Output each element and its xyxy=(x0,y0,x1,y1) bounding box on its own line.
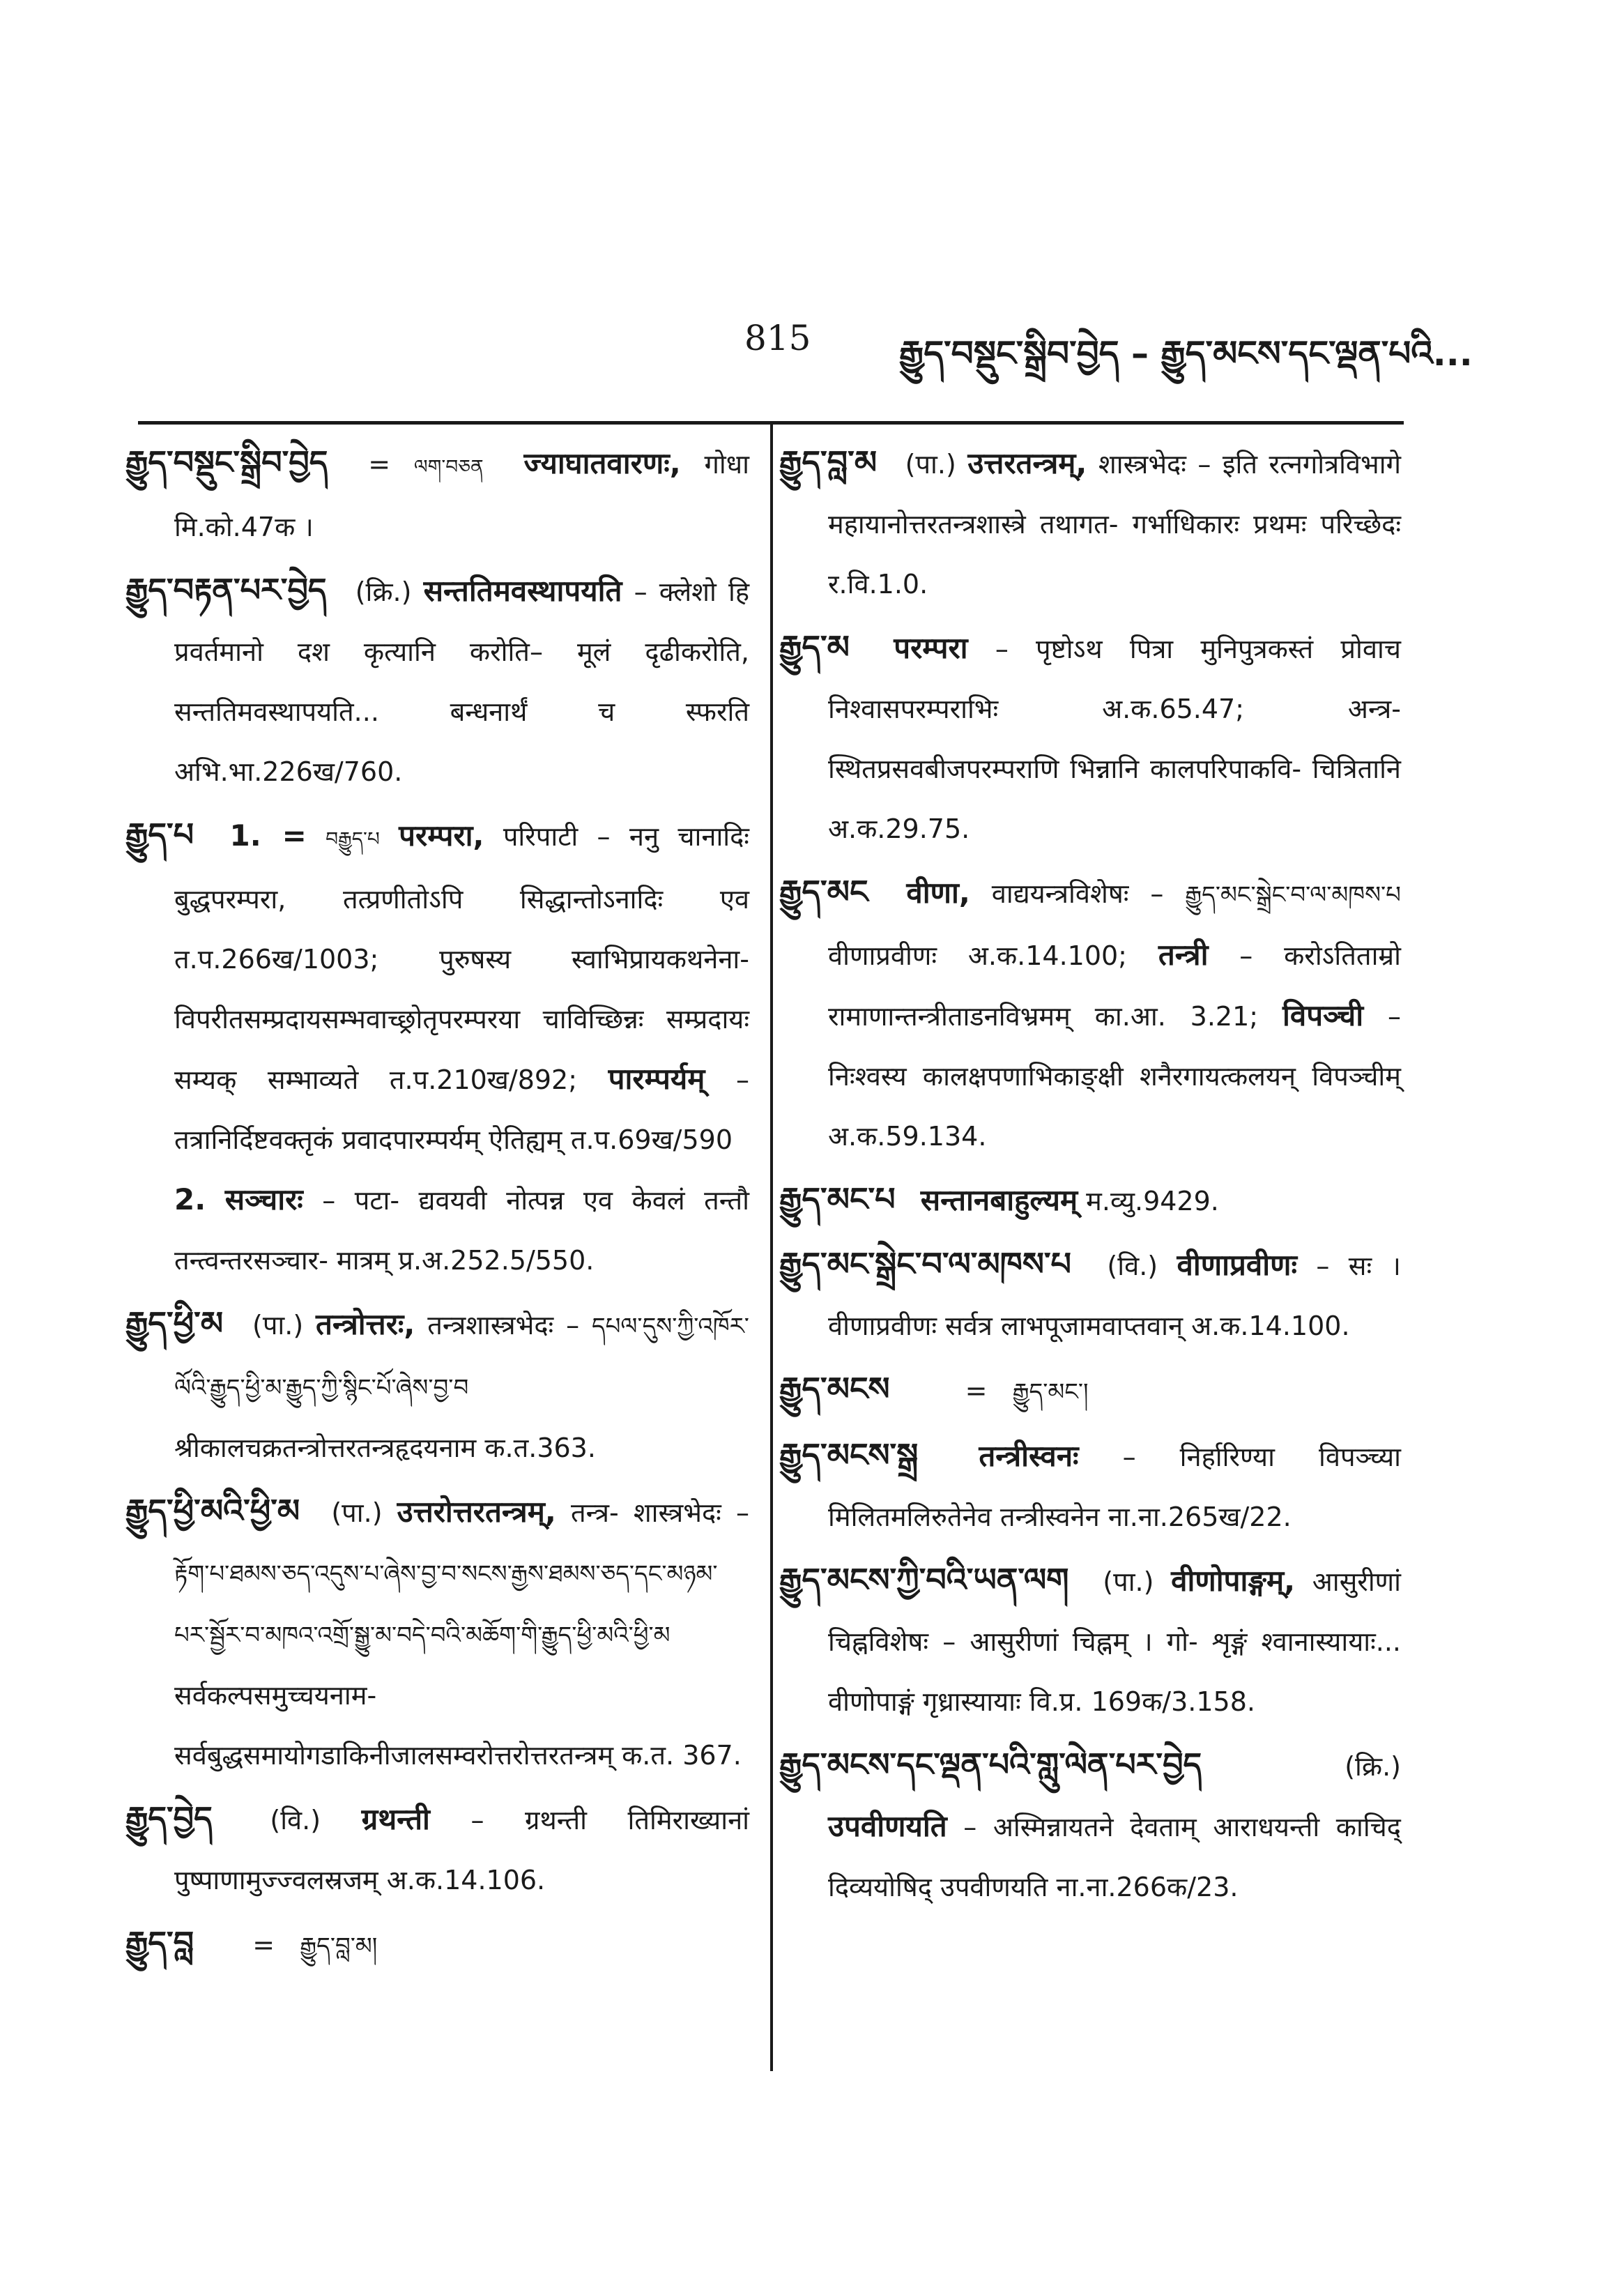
entry-body: – क्लेशो हि प्रवर्तमानो दश कृत्यानि करोति– मूलं दृढीकरोति, सन्ततिमवस्थापयति... बन्धनार्थं च स्फरति अभि.भा.226ख/760. xyxy=(174,577,749,787)
entry xyxy=(125,804,749,1290)
equals-sign: = xyxy=(965,1375,988,1406)
headword: རྒྱུད་བྱེད xyxy=(125,1799,213,1837)
tibetan-example: རྒྱུད་མང་སྒྲེང་བ་ལ་མཁས་པ xyxy=(1185,881,1401,909)
sanskrit-equivalent: उपवीणयति xyxy=(828,1809,947,1843)
entry xyxy=(779,1734,1401,1917)
headword: རྒྱུད་མང xyxy=(779,873,868,910)
tibetan-synonym: རྒྱུད་བླ་མ། xyxy=(300,1932,378,1960)
headword: རྒྱུད་མང་སྒྲེང་བ་ལ་མཁས་པ xyxy=(779,1245,1072,1283)
entry-body: तन्त्र- शास्त्रभेदः – xyxy=(570,1497,749,1528)
tibetan-synonym: བརྒྱུད་པ xyxy=(325,827,380,850)
entry xyxy=(779,1425,1401,1547)
headword: རྒྱུད་བསྡུང་སྒྲིབ་བྱེད xyxy=(125,443,328,481)
headword: རྒྱུད་མངས་ཀྱི་བའི་ཡན་ལག xyxy=(779,1561,1069,1598)
grammar-label: (वि.) xyxy=(1107,1251,1158,1281)
sanskrit-equivalent: परम्परा, xyxy=(399,818,484,853)
entry-body: तन्त्रशास्त्रभेदः – xyxy=(427,1310,580,1341)
sanskrit-equivalent: ज्याघातवारणः, xyxy=(523,446,681,480)
entry xyxy=(779,1169,1401,1231)
headword: རྒྱུད་བླ་མ xyxy=(779,443,878,481)
sanskrit-equivalent: वीणा, xyxy=(906,876,970,910)
column-divider xyxy=(770,422,773,2071)
sanskrit-equivalent: तन्त्रीस्वनः xyxy=(979,1439,1079,1473)
tibetan-title: དཔལ་དུས་ཀྱི་འཁོར་ལོའི་རྒྱུད་ཕྱི་མ་རྒྱུད་ཀྱི་སྙིང་པོ་ཞེས་བྱ་བ xyxy=(174,1313,749,1402)
entry-body: गोधा मि.को.47क । xyxy=(174,449,749,542)
entry-body: – सः । वीणाप्रवीणः सर्वत्र लाभपूजामवाप्तवान् अ.क.14.100. xyxy=(828,1251,1401,1341)
grammar-label: (पा.) xyxy=(1103,1566,1154,1597)
sanskrit-equivalent: सन्तानबाहुल्यम् xyxy=(920,1183,1078,1217)
grammar-label: (वि.) xyxy=(270,1805,321,1835)
grammar-label: (क्रि.) xyxy=(355,577,412,607)
sanskrit-equivalent: वीणोपाङ्गम्, xyxy=(1171,1564,1296,1598)
grammar-label: (पा.) xyxy=(905,449,956,480)
entry xyxy=(779,862,1401,1166)
headword: རྒྱུད་ཕྱི་མའི་ཕྱི་མ xyxy=(125,1492,300,1529)
sense-number: 1. = xyxy=(229,818,307,853)
entry-body: – करोऽतिताम्रो रामाणान्तन्त्रीताडनविभ्रमम् का.आ. 3.21; xyxy=(828,940,1401,1032)
entry-body: – तत्रानिर्दिष्टवक्तृकं प्रवादपारम्पर्यम् ऐतिह्यम् त.प.69ख/590 xyxy=(174,1064,749,1155)
sanskrit-equivalent: उत्तरोत्तरतन्त्रम्, xyxy=(397,1495,556,1529)
entry-body: – पटा- द्यवयवी नोत्पन्न एव केवलं तन्तौ तन्त्वन्तरसञ्चार- मात्रम् प्र.अ.252.5/550. xyxy=(174,1185,749,1276)
sanskrit-equivalent: सञ्चारः xyxy=(224,1182,303,1216)
sense-number: 2. xyxy=(174,1182,206,1216)
equals-sign: = xyxy=(368,449,391,480)
entry xyxy=(125,560,749,802)
entry xyxy=(779,432,1401,614)
entry-body: परिपाटी – ननु चानादिः बुद्धपरम्परा, तत्प्रणीतोऽपि सिद्धान्तोऽनादिः एव त.प.266ख/1003; पुरुषस्य स्वाभिप्रायकथनेना- विपरीतसम्प्रदायसम्भवाच्छ्रोतृपरम्परया चाविच्छिन्नः सम्प्रदायः सम्यक् सम्भाव्यते त.प.210ख/892; xyxy=(174,821,749,1095)
running-head: རྒྱུད་བསྡུང་སྒྲིབ་བྱེད – རྒྱུད་མངས་དང་ལྡན་པའི... xyxy=(899,333,1473,374)
headword: རྒྱུད་མངས xyxy=(779,1370,890,1407)
entry-body: सर्वकल्पसमुच्चयनाम- सर्वबुद्धसमायोगडाकिनीजालसम्वरोत्तरोत्तरतन्त्रम् क.त. 367. xyxy=(174,1680,742,1771)
tibetan-synonym: ལག་བཅན xyxy=(413,455,484,478)
tibetan-title: རྟོག་པ་ཐམས་ཅད་འདུས་པ་ཞེས་བྱ་བ་སངས་རྒྱས་ཐམས་ཅད་དང་མཉམ་པར་སྦྱོར་བ་མཁའ་འགྲོ་སྒྱུ་མ་བདེ་བའི་མཆོག་གི་རྒྱུད་ཕྱི་མའི་ཕྱི་མ xyxy=(174,1560,718,1649)
headword: རྒྱུད་པ xyxy=(125,816,194,853)
entry xyxy=(125,1481,749,1785)
headword: རྒྱུད་མངས་དང་ལྡན་པའི་གླུ་ལེན་པར་བྱེད xyxy=(779,1746,1202,1783)
grammar-label: (पा.) xyxy=(331,1497,383,1528)
sanskrit-equivalent: उत्तरतन्त्रम्, xyxy=(967,446,1087,480)
sanskrit-equivalent: ग्रथन्ती xyxy=(361,1802,430,1836)
sanskrit-equivalent: पारम्पर्यम् xyxy=(608,1062,705,1096)
left-column xyxy=(125,432,749,1979)
sanskrit-equivalent: परम्परा xyxy=(894,631,968,665)
equals-sign: = xyxy=(252,1930,275,1960)
entry xyxy=(125,1293,749,1478)
grammar-label: (पा.) xyxy=(252,1310,304,1341)
headword: རྒྱུད་མང་པ xyxy=(779,1180,896,1218)
entry-body: – निःश्वस्य कालक्षपणाभिकाङ्क्षी शनैरगायत्कलयन् विपञ्चीम् अ.क.59.134. xyxy=(828,1001,1401,1152)
entry-body: शास्त्रभेदः – इति रत्नगोत्रविभागे महायानोत्तरतन्त्रशास्त्रे तथागत- गर्भाधिकारः प्रथमः परिच्छेदः र.वि.1.0. xyxy=(828,449,1401,600)
entry xyxy=(125,1913,749,1976)
entry-body: – निर्हारिण्या विपञ्च्या मिलितमलिरुतेनेव तन्त्रीस्वनेन ना.ना.265ख/22. xyxy=(828,1442,1401,1532)
entry-body: – पृष्टोऽथ पित्रा मुनिपुत्रकस्तं प्रोवाच निश्वासपरम्पराभिः अ.क.65.47; अन्त्र- स्थितप्रसवबीजपरम्पराणि भिन्नानि कालपरिपाकवि- चित्रितानि अ.क.29.75. xyxy=(828,634,1401,844)
right-column xyxy=(779,432,1401,1920)
entry-body: आसुरीणां चिह्नविशेषः – आसुरीणां चिह्नम् । गो- शृङ्गं श्वानास्यायाः... वीणोपाङ्गं गृध्रास्यायाः वि.प्र. 169क/3.158. xyxy=(828,1566,1401,1717)
entry xyxy=(779,1359,1401,1422)
entry xyxy=(125,1788,749,1910)
headword: རྒྱུད་བླ xyxy=(125,1924,194,1962)
sanskrit-equivalent: सन्ततिमवस्थापयति xyxy=(423,574,622,608)
entry-body: – ग्रथन्ती तिमिराख्यानां पुष्पाणामुज्ज्वलस्रजम् अ.क.14.106. xyxy=(174,1805,749,1895)
page-number: 815 xyxy=(744,318,811,358)
sanskrit-equivalent: विपञ्ची xyxy=(1282,998,1364,1032)
entry-body: वीणाप्रवीणः अ.क.14.100; xyxy=(828,940,1127,971)
sanskrit-equivalent: तन्त्री xyxy=(1158,938,1209,972)
entry xyxy=(779,1550,1401,1732)
sanskrit-equivalent: वीणाप्रवीणः xyxy=(1177,1248,1297,1282)
sanskrit-equivalent: तन्त्रोत्तरः, xyxy=(316,1307,415,1341)
entry-body: – अस्मिन्नायतने देवताम् आराधयन्ती काचिद् दिव्ययोषिद् उपवीणयति ना.ना.266क/23. xyxy=(828,1812,1401,1902)
entry-body: वाद्ययन्त्रविशेषः – xyxy=(991,878,1164,909)
headword: རྒྱུད་མ xyxy=(779,628,850,666)
entry xyxy=(779,1234,1401,1356)
entry xyxy=(125,432,749,557)
headword: རྒྱུད་ཕྱི་མ xyxy=(125,1304,224,1342)
tibetan-synonym: རྒྱུད་མང་། xyxy=(1012,1378,1089,1406)
headword: རྒྱུད་བརྟན་པར་བྱེད xyxy=(125,571,327,609)
entry xyxy=(779,617,1401,859)
entry-body: म.व्यु.9429. xyxy=(1086,1186,1219,1216)
entry-body: श्रीकालचक्रतन्त्रोत्तरतन्त्रहृदयनाम क.त.363. xyxy=(174,1433,596,1463)
headword: རྒྱུད་མངས་སྒྲ xyxy=(779,1436,919,1474)
grammar-label: (क्रि.) xyxy=(1345,1751,1401,1782)
